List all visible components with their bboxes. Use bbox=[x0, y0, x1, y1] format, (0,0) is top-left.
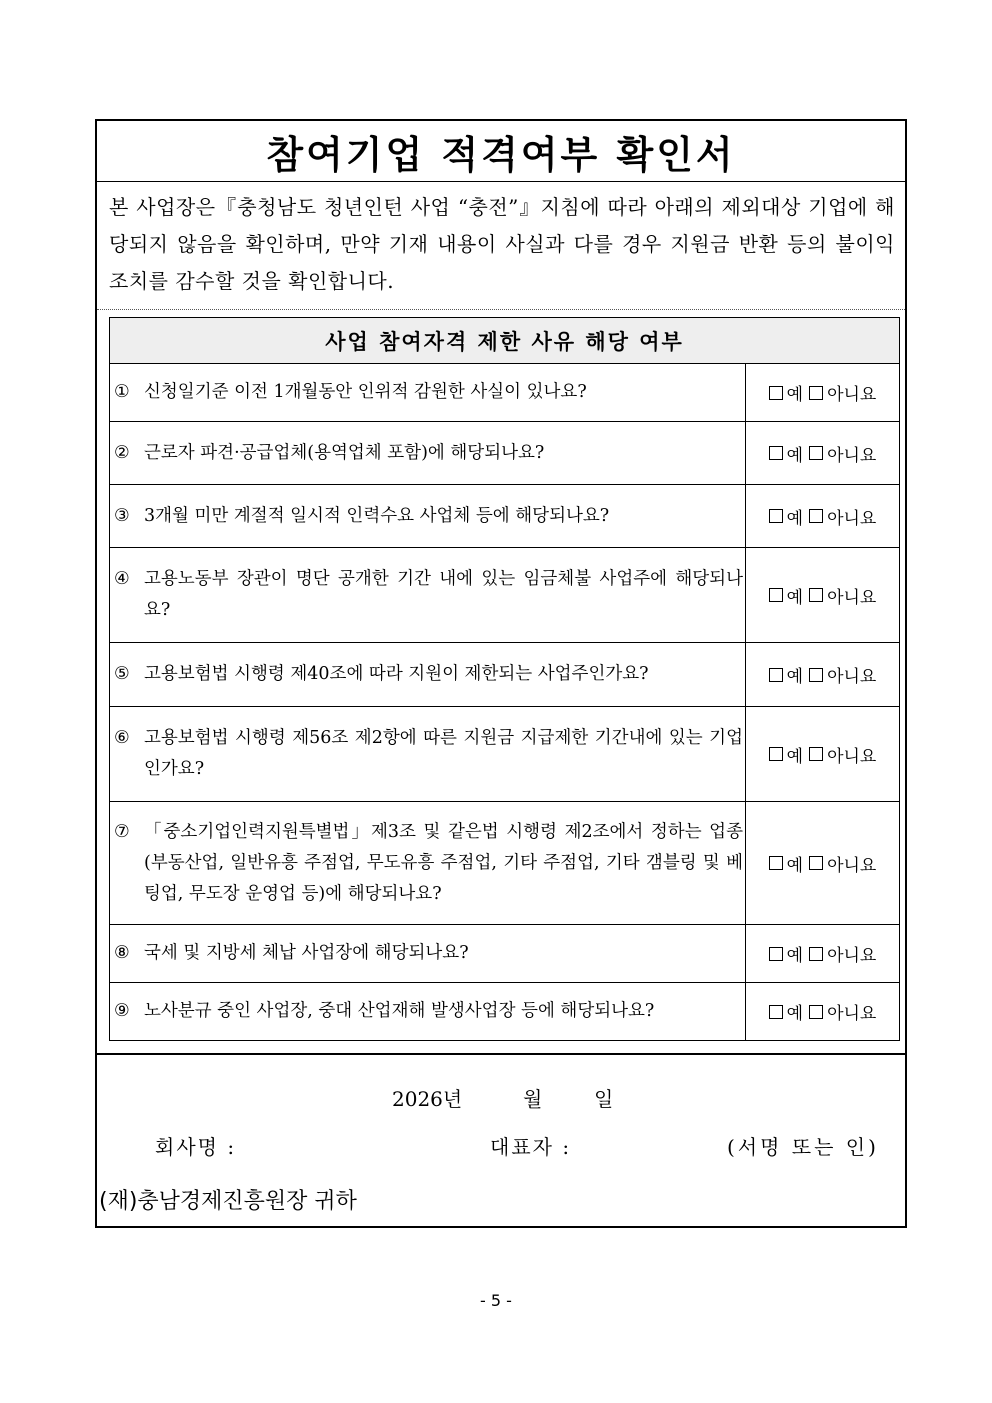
yes-checkbox[interactable] bbox=[769, 947, 783, 961]
no-option[interactable] bbox=[809, 441, 876, 466]
no-checkbox[interactable] bbox=[809, 1005, 823, 1019]
no-checkbox[interactable] bbox=[809, 386, 823, 400]
question-text: 노사분규 중인 사업장, 중대 산업재해 발생사업장 등에 해당되나요? bbox=[144, 1001, 655, 1021]
no-option[interactable] bbox=[809, 662, 876, 687]
answer-cell bbox=[746, 548, 900, 643]
question-cell bbox=[110, 707, 746, 802]
question-text: 고용보험법 시행령 제56조 제2항에 따른 지원금 지급제한 기간내에 있는 기업인가요? bbox=[144, 728, 743, 779]
recipient: (재)충남경제진흥원장 귀하 bbox=[99, 1189, 357, 1214]
question-text: 3개월 미만 계절적 일시적 인력수요 사업체 등에 해당되나요? bbox=[144, 505, 610, 526]
representative-label: 대표자 : bbox=[490, 1135, 572, 1159]
question-cell bbox=[110, 364, 746, 422]
no-checkbox[interactable] bbox=[809, 947, 823, 961]
yes-checkbox[interactable] bbox=[769, 386, 783, 400]
yes-option[interactable] bbox=[769, 441, 803, 466]
question-text: 국세 및 지방세 체납 사업장에 해당되나요? bbox=[144, 943, 469, 963]
question-cell bbox=[110, 983, 746, 1041]
question-row bbox=[110, 364, 900, 422]
yes-checkbox[interactable] bbox=[769, 1005, 783, 1019]
page-number: - 5 - bbox=[480, 1291, 512, 1310]
question-text: 신청일기준 이전 1개월동안 인위적 감원한 사실이 있나요? bbox=[144, 382, 587, 402]
dotted-divider bbox=[97, 309, 905, 310]
question-cell bbox=[110, 643, 746, 707]
question-number: ④ bbox=[114, 569, 130, 589]
question-number: ② bbox=[114, 442, 130, 463]
no-option[interactable] bbox=[809, 504, 876, 529]
no-option[interactable] bbox=[809, 851, 876, 876]
yes-label: 예 bbox=[786, 445, 804, 466]
no-checkbox[interactable] bbox=[809, 747, 823, 761]
yes-label: 예 bbox=[786, 667, 804, 687]
table-header: 사업 참여자격 제한 사유 해당 여부 bbox=[110, 318, 900, 364]
question-number: ⑨ bbox=[114, 1001, 130, 1021]
yes-label: 예 bbox=[786, 385, 804, 405]
no-label: 아니요 bbox=[827, 667, 877, 687]
date-month: 월 bbox=[523, 1087, 543, 1111]
question-number: ① bbox=[114, 382, 130, 402]
question-row bbox=[110, 485, 900, 548]
company-name-label: 회사명 : bbox=[155, 1135, 237, 1159]
no-label: 아니요 bbox=[827, 445, 877, 466]
question-row bbox=[110, 643, 900, 707]
question-number: ⑦ bbox=[114, 821, 130, 842]
question-number: ③ bbox=[114, 505, 130, 526]
yes-option[interactable] bbox=[769, 941, 803, 966]
question-cell bbox=[110, 802, 746, 925]
no-option[interactable] bbox=[809, 583, 876, 608]
answer-cell bbox=[746, 925, 900, 983]
no-checkbox[interactable] bbox=[809, 446, 823, 460]
yes-option[interactable] bbox=[769, 999, 803, 1024]
answer-cell bbox=[746, 802, 900, 925]
no-label: 아니요 bbox=[827, 946, 877, 966]
yes-checkbox[interactable] bbox=[769, 588, 783, 602]
question-number: ⑧ bbox=[114, 943, 130, 963]
eligibility-table bbox=[109, 317, 900, 1041]
answer-cell bbox=[746, 983, 900, 1041]
yes-option[interactable] bbox=[769, 742, 803, 767]
question-cell bbox=[110, 548, 746, 643]
yes-checkbox[interactable] bbox=[769, 747, 783, 761]
yes-option[interactable] bbox=[769, 662, 803, 687]
yes-checkbox[interactable] bbox=[769, 446, 783, 460]
question-text: 고용노동부 장관이 명단 공개한 기간 내에 있는 임금체불 사업주에 해당되나요? bbox=[144, 569, 743, 620]
yes-label: 예 bbox=[786, 855, 804, 876]
question-row bbox=[110, 548, 900, 643]
no-label: 아니요 bbox=[827, 508, 877, 529]
no-option[interactable] bbox=[809, 742, 876, 767]
no-checkbox[interactable] bbox=[809, 509, 823, 523]
yes-label: 예 bbox=[786, 946, 804, 966]
question-list bbox=[110, 364, 900, 1041]
no-label: 아니요 bbox=[827, 1004, 877, 1024]
question-text: 근로자 파견·공급업체(용역업체 포함)에 해당되나요? bbox=[144, 442, 545, 463]
yes-label: 예 bbox=[786, 1004, 804, 1024]
date-year: 2026년 bbox=[392, 1087, 463, 1111]
yes-checkbox[interactable] bbox=[769, 856, 783, 870]
yes-label: 예 bbox=[786, 587, 804, 608]
no-checkbox[interactable] bbox=[809, 856, 823, 870]
answer-cell bbox=[746, 643, 900, 707]
question-cell bbox=[110, 485, 746, 548]
answer-cell bbox=[746, 485, 900, 548]
answer-cell bbox=[746, 422, 900, 485]
question-row bbox=[110, 925, 900, 983]
yes-label: 예 bbox=[786, 746, 804, 767]
seal-label: (서명 또는 인) bbox=[727, 1135, 879, 1159]
question-text: 「중소기업인력지원특별법」제3조 및 같은법 시행령 제2조에서 정하는 업종(부동산업, 일반유흥 주점업, 무도유흥 주점업, 기타 주점업, 기타 갬블링 및 베팅업, 무도장 운영업 등)에 해당되나요? bbox=[144, 821, 743, 904]
yes-option[interactable] bbox=[769, 851, 803, 876]
intro-paragraph: 본 사업장은『충청남도 청년인턴 사업 “충전”』지침에 따라 아래의 제외대상 기업에 해당되지 않음을 확인하며, 만약 기재 내용이 사실과 다를 경우 지원금 반환 등의 불이익 조치를 감수할 것을 확인합니다. bbox=[109, 195, 895, 293]
no-label: 아니요 bbox=[827, 587, 877, 608]
document-title: 참여기업 적격여부 확인서 bbox=[97, 121, 905, 182]
no-option[interactable] bbox=[809, 380, 876, 405]
yes-label: 예 bbox=[786, 508, 804, 529]
confirmation-form bbox=[95, 119, 907, 1228]
no-option[interactable] bbox=[809, 999, 876, 1024]
question-cell bbox=[110, 925, 746, 983]
no-option[interactable] bbox=[809, 941, 876, 966]
yes-option[interactable] bbox=[769, 380, 803, 405]
answer-cell bbox=[746, 707, 900, 802]
section-divider bbox=[97, 1053, 905, 1055]
yes-option[interactable] bbox=[769, 583, 803, 608]
yes-checkbox[interactable] bbox=[769, 509, 783, 523]
yes-checkbox[interactable] bbox=[769, 668, 783, 682]
question-row bbox=[110, 802, 900, 925]
question-row bbox=[110, 422, 900, 485]
question-number: ⑤ bbox=[114, 664, 130, 684]
answer-cell bbox=[746, 364, 900, 422]
question-row bbox=[110, 707, 900, 802]
date-day: 일 bbox=[594, 1087, 614, 1111]
no-label: 아니요 bbox=[827, 385, 877, 405]
no-label: 아니요 bbox=[827, 855, 877, 876]
no-checkbox[interactable] bbox=[809, 588, 823, 602]
yes-option[interactable] bbox=[769, 504, 803, 529]
question-cell bbox=[110, 422, 746, 485]
question-text: 고용보험법 시행령 제40조에 따라 지원이 제한되는 사업주인가요? bbox=[144, 664, 649, 684]
no-label: 아니요 bbox=[827, 746, 877, 767]
no-checkbox[interactable] bbox=[809, 668, 823, 682]
question-number: ⑥ bbox=[114, 728, 130, 748]
question-row bbox=[110, 983, 900, 1041]
